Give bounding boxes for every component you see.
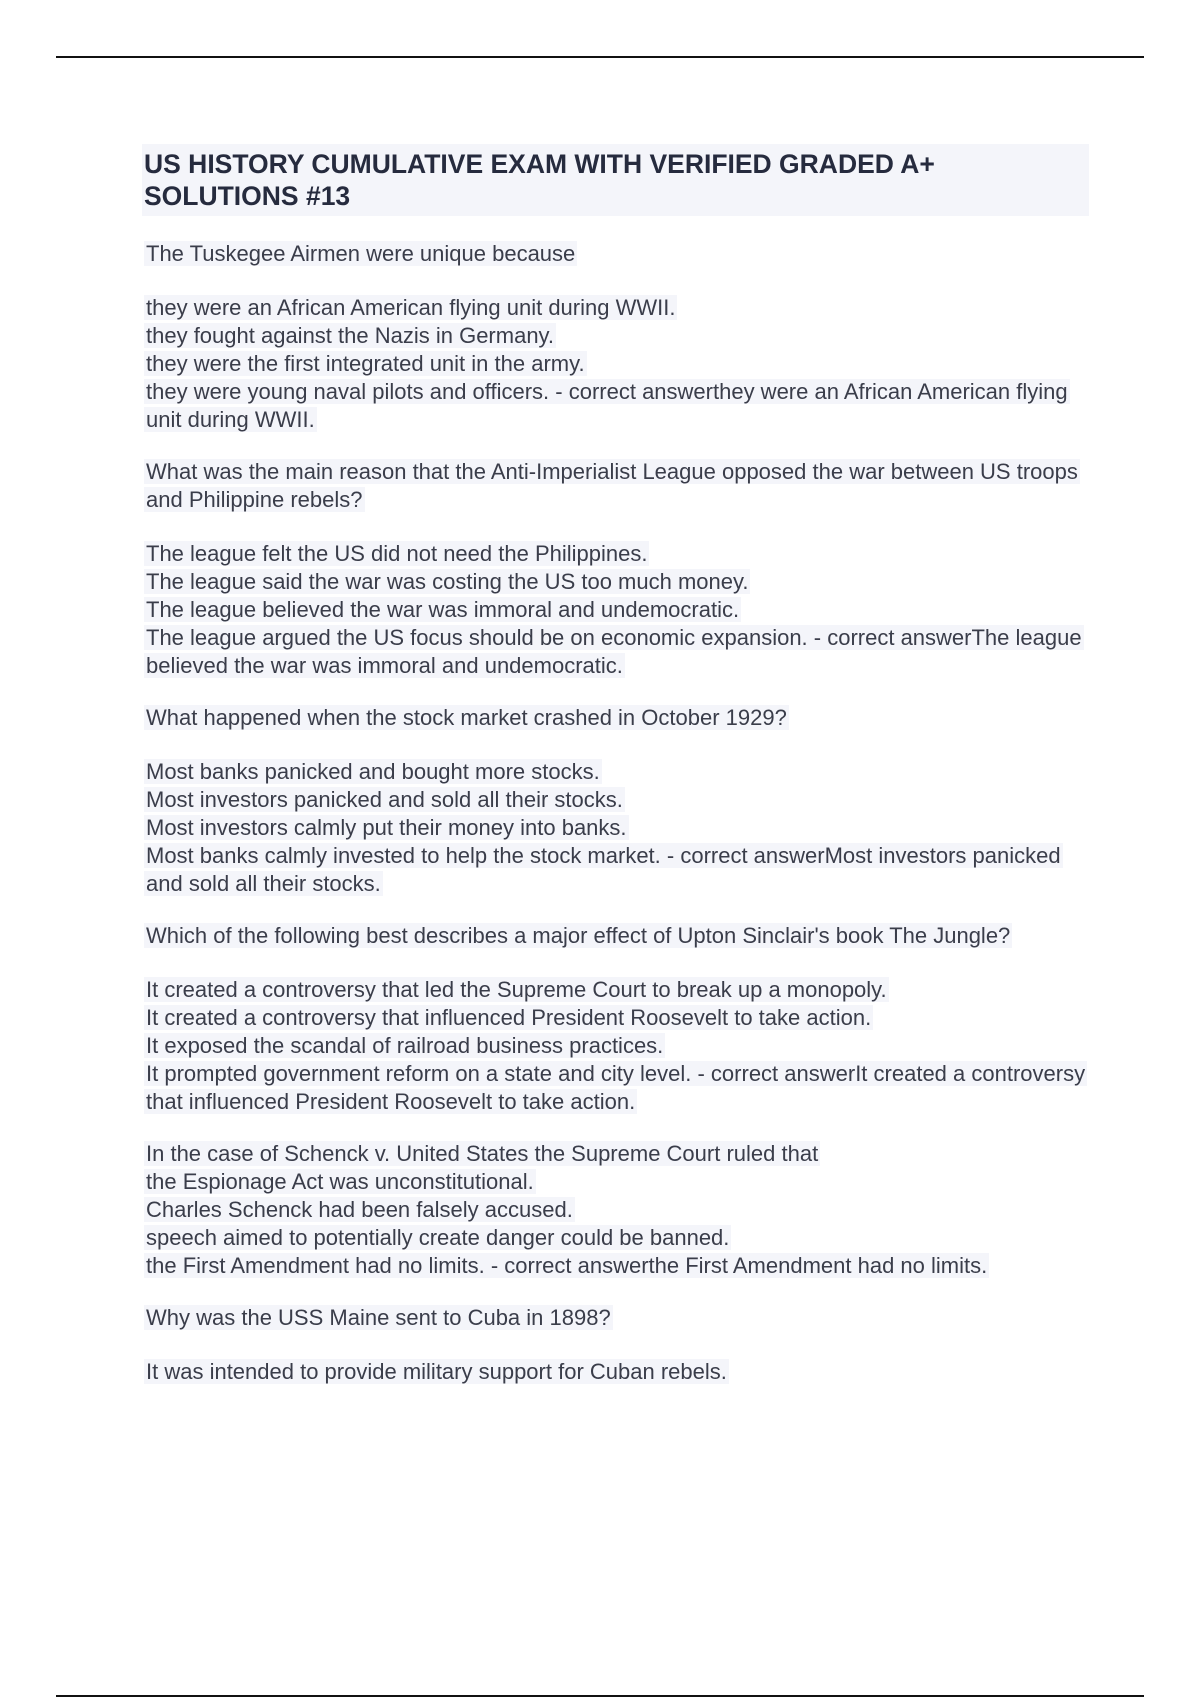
question-prompt: The Tuskegee Airmen were unique because: [146, 241, 576, 266]
question-block: [144, 922, 1089, 1116]
question-prompt: Why was the USS Maine sent to Cuba in 1898?: [146, 1305, 611, 1330]
question-block: [144, 704, 1089, 898]
document-title: US HISTORY CUMULATIVE EXAM WITH VERIFIED GRADED A+ SOLUTIONS #13: [144, 149, 935, 211]
answer-option: It created a controversy that led the Supreme Court to break up a monopoly.: [146, 977, 887, 1002]
document-body: [144, 144, 1089, 1386]
answer-option: Most banks panicked and bought more stocks.: [146, 759, 600, 784]
answer-option-with-correct-answer: It prompted government reform on a state and city level. - correct answerIt created a controversy that influenced President Roosevelt to take action.: [146, 1061, 1086, 1114]
title-box: [142, 144, 1089, 216]
bottom-rule: [56, 1695, 1144, 1697]
answer-option: Charles Schenck had been falsely accused.: [146, 1197, 573, 1222]
answer-option: It exposed the scandal of railroad business practices.: [146, 1033, 664, 1058]
answer-option-with-correct-answer: The league argued the US focus should be on economic expansion. - correct answerThe league believed the war was immoral and undemocratic.: [146, 625, 1082, 678]
answer-option: Most investors calmly put their money into banks.: [146, 815, 627, 840]
question-prompt: What was the main reason that the Anti-Imperialist League opposed the war between US troops and Philippine rebels?: [146, 459, 1078, 512]
answer-option-with-correct-answer: the First Amendment had no limits. - correct answerthe First Amendment had no limits.: [146, 1253, 988, 1278]
question-prompt: What happened when the stock market crashed in October 1929?: [146, 705, 787, 730]
answer-option: they fought against the Nazis in Germany.: [146, 323, 555, 348]
answer-option: The league believed the war was immoral and undemocratic.: [146, 597, 740, 622]
answer-option: It was intended to provide military support for Cuban rebels.: [146, 1359, 727, 1384]
top-rule: [56, 56, 1144, 58]
answer-option: The league felt the US did not need the Philippines.: [146, 541, 648, 566]
question-prompt: Which of the following best describes a major effect of Upton Sinclair's book The Jungle?: [146, 923, 1011, 948]
answer-option: speech aimed to potentially create danger could be banned.: [146, 1225, 730, 1250]
answer-option-with-correct-answer: Most banks calmly invested to help the stock market. - correct answerMost investors panicked and sold all their stocks.: [146, 843, 1061, 896]
answer-option: It created a controversy that influenced President Roosevelt to take action.: [146, 1005, 872, 1030]
question-prompt: In the case of Schenck v. United States the Supreme Court ruled that: [146, 1141, 819, 1166]
answer-option: the Espionage Act was unconstitutional.: [146, 1169, 534, 1194]
answer-option: they were an African American flying unit during WWII.: [146, 295, 676, 320]
answer-option: The league said the war was costing the US too much money.: [146, 569, 749, 594]
question-block: [144, 240, 1089, 434]
answer-option-with-correct-answer: they were young naval pilots and officers. - correct answerthey were an African American flying unit during WWII.: [146, 379, 1068, 432]
answer-option: they were the first integrated unit in the army.: [146, 351, 585, 376]
question-block: [144, 458, 1089, 680]
answer-option: Most investors panicked and sold all their stocks.: [146, 787, 623, 812]
question-block: [144, 1140, 1089, 1280]
question-block: [144, 1304, 1089, 1386]
